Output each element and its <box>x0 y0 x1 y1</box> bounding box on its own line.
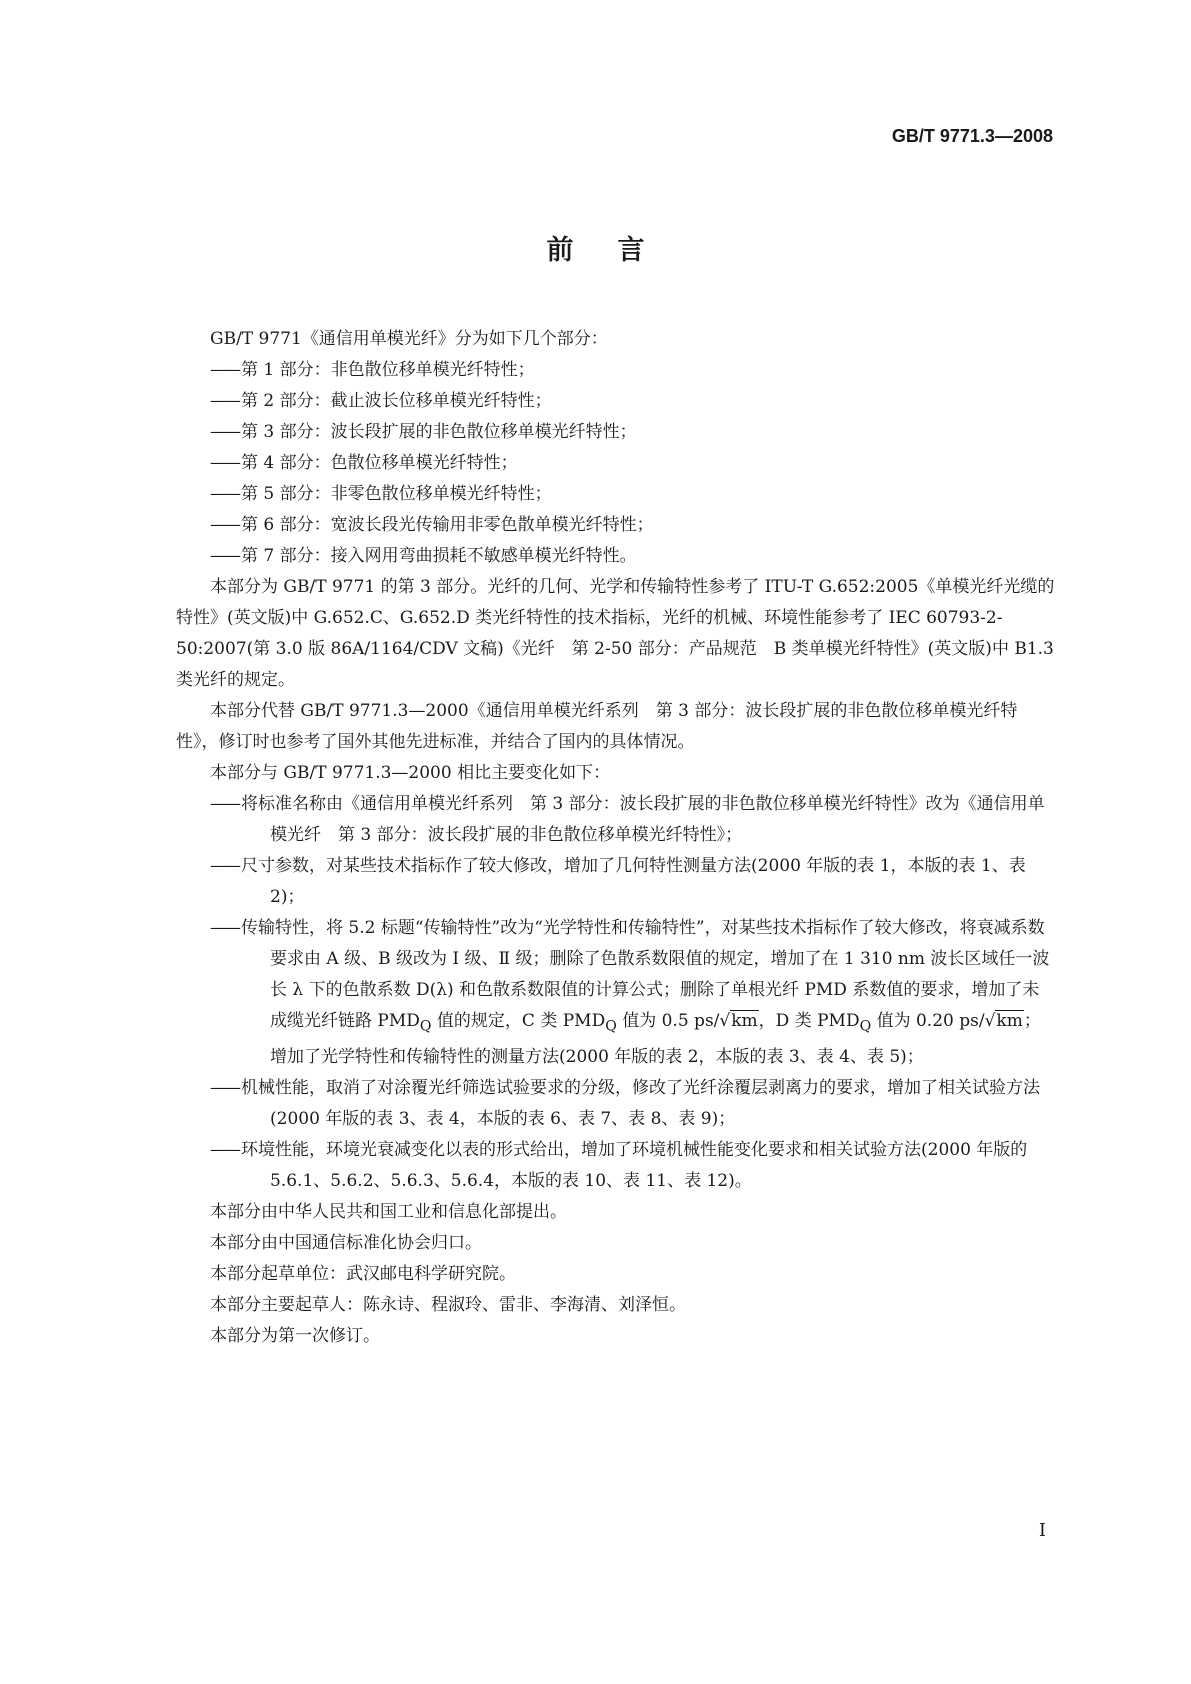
closing-line: 本部分主要起草人：陈永诗、程淑玲、雷非、李海清、刘泽恒。 <box>210 1295 686 1316</box>
pmd-subscript: Q <box>419 1018 432 1035</box>
part-item: —— 第 3 部分：波长段扩展的非色散位移单模光纤特性； <box>176 417 1056 448</box>
part-item: —— 第 5 部分：非零色散位移单模光纤特性； <box>176 479 1056 510</box>
pmd-subscript: Q <box>859 1018 872 1035</box>
standard-number: GB/T 9771.3—2008 <box>891 126 1053 146</box>
part-item: —— 第 2 部分：截止波长位移单模光纤特性； <box>176 386 1056 417</box>
transmission-text-3: 值为 0.5 ps/√ <box>616 1011 731 1031</box>
change-item-mechanical: —— 机械性能，取消了对涂覆光纤筛选试验要求的分级，修改了光纤涂覆层剥离力的要求，增加了相关试验方法(2000 年版的表 3、表 4，本版的表 6、表 7、表 8、表 9)； <box>176 1073 1056 1135</box>
part-item: —— 第 6 部分：宽波长段光传输用非零色散单模光纤特性； <box>176 510 1056 541</box>
closing-line: 本部分由中国通信标准化协会归口。 <box>210 1233 482 1254</box>
transmission-text-4: ，D 类 PMD <box>758 1011 860 1031</box>
change-item-environmental: —— 环境性能，环境光衰减变化以表的形式给出，增加了环境机械性能变化要求和相关试验方法(2000 年版的 5.6.1、5.6.2、5.6.3、5.6.4，本版的表 10、表 11、表 12)。 <box>176 1135 1056 1197</box>
transmission-text-1: 传输特性，将 5.2 标题“传输特性”改为“光学特性和传输特性”，对某些技术指标作了较大修改，将衰减系数要求由 A 级、B 级改为 Ⅰ 级、Ⅱ 级；删除了色散系数限值的规定，增加了在 1 310 nm 波长区域任一波长 λ 下的色散系数 D(λ) 和色散系数限值的计算公式；删除了单根光纤 PMD 系数值的要求，增加了未成缆光纤链路 PMD <box>241 918 1050 1031</box>
pmd-subscript: Q <box>605 1018 617 1035</box>
change-item-title: —— 将标准名称由《通信用单模光纤系列 第 3 部分：波长段扩展的非色散位移单模光纤特性》改为《通信用单模光纤 第 3 部分：波长段扩展的非色散位移单模光纤特性》； <box>176 789 1056 851</box>
replace-paragraph: 本部分代替 GB/T 9771.3—2000《通信用单模光纤系列 第 3 部分：波长段扩展的非色散位移单模光纤特性》，修订时也参考了国外其他先进标准，并结合了国内的具体情况。 <box>176 701 1018 752</box>
transmission-text-2: 值的规定，C 类 PMD <box>431 1011 606 1031</box>
change-item-dimensions: —— 尺寸参数，对某些技术指标作了较大修改，增加了几何特性测量方法(2000 年版的表 1，本版的表 1、表 2)； <box>176 851 1056 913</box>
sqrt-km: km <box>996 1011 1023 1031</box>
reference-paragraph: 本部分为 GB/T 9771 的第 3 部分。光纤的几何、光学和传输特性参考了 ITU-T G.652:2005《单模光纤光缆的特性》(英文版)中 G.652.C、G.652.D 类光纤特性的技术指标，光纤的机械、环境性能参考了 IEC 60793-2-50:2007(第 3.0 版 86A/1164/CDV 文稿)《光纤 第 2-50 部分：产品规范 B 类单模光纤特性》(英文版)中 B1.3 类光纤的规定。 <box>176 577 1055 690</box>
foreword-body <box>176 324 1056 1352</box>
sqrt-km: km <box>731 1011 758 1031</box>
part-item: —— 第 1 部分：非色散位移单模光纤特性； <box>176 355 1056 386</box>
transmission-text-5: 值为 0.20 ps/√ <box>871 1011 996 1031</box>
change-item-transmission <box>176 913 1056 1073</box>
closing-line: 本部分起草单位：武汉邮电科学研究院。 <box>210 1264 516 1285</box>
changes-intro: 本部分与 GB/T 9771.3—2000 相比主要变化如下： <box>210 763 611 783</box>
part-item: —— 第 7 部分：接入网用弯曲损耗不敏感单模光纤特性。 <box>176 541 1056 572</box>
closing-line: 本部分为第一次修订。 <box>210 1326 380 1347</box>
page-title: 前言 <box>546 235 689 266</box>
part-item: —— 第 4 部分：色散位移单模光纤特性； <box>176 448 1056 479</box>
transmission-text-6: ；增加了光学特性和传输特性的测量方法(2000 年版的表 2，本版的表 3、表 4、表 5)； <box>270 1011 1041 1068</box>
intro-line: GB/T 9771《通信用单模光纤》分为如下几个部分： <box>210 329 608 349</box>
page-number: I <box>1038 1520 1046 1541</box>
closing-line: 本部分由中华人民共和国工业和信息化部提出。 <box>210 1202 567 1223</box>
